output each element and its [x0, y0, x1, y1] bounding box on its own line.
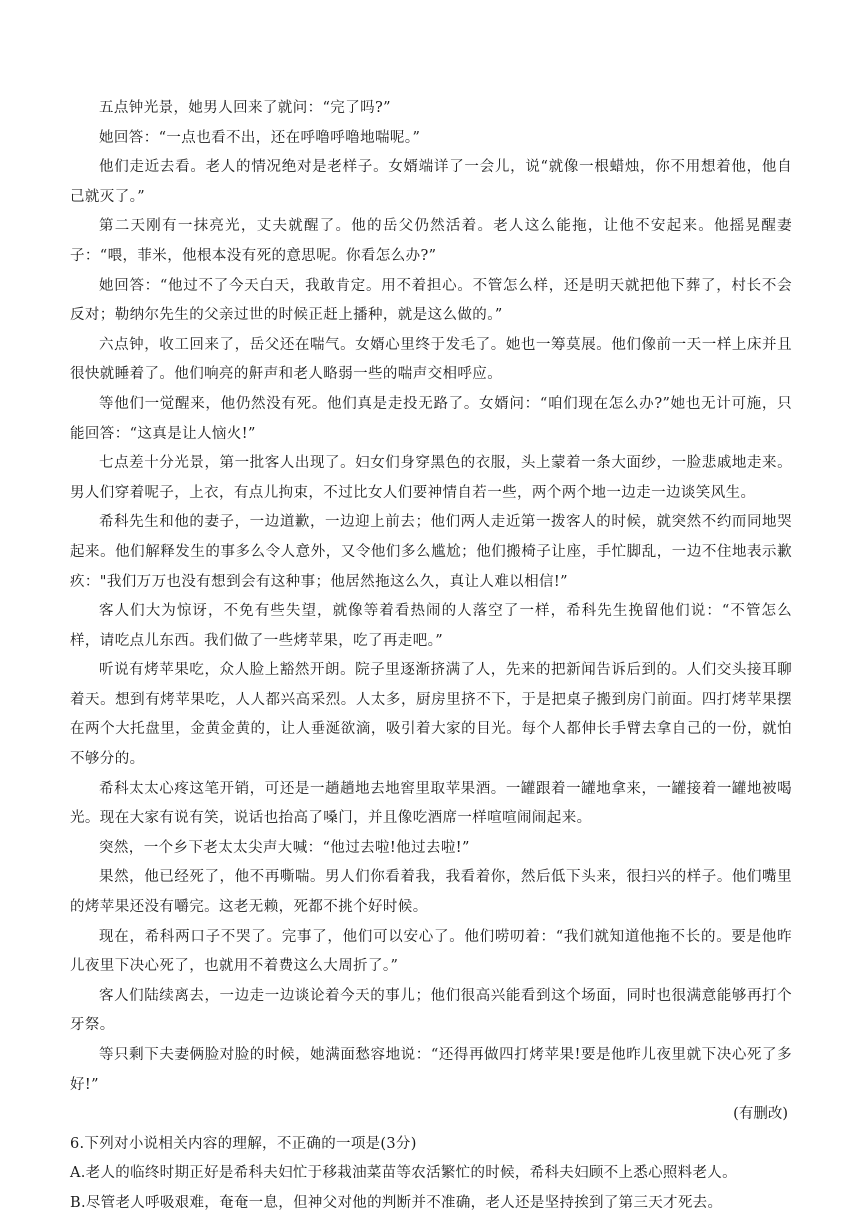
paragraph: 他们走近去看。老人的情况绝对是老样子。女婿端详了一会儿，说“就像一根蜡烛，你不用想着他，他自己就灭了。”	[70, 159, 792, 205]
paragraph: 等他们一觉醒来，他仍然没有死。他们真是走投无路了。女婿问：“咱们现在怎么办?”她也无计可施，只能回答：“这真是让人恼火!”	[70, 395, 792, 442]
paragraph: 现在，希科两口子不哭了。完事了，他们可以安心了。他们唠叨着：“我们就知道他拖不长的。要是他昨儿夜里下决心死了，也就用不着费这么大周折了。”	[70, 928, 792, 975]
paragraph: 她回答：“他过不了今天白天，我敢肯定。用不着担心。不管怎么样，还是明天就把他下葬了，村长不会反对；勒纳尔先生的父亲过世的时候正赶上播种，就是这么做的。”	[70, 277, 792, 324]
paragraph: 希科先生和他的妻子，一边道歉，一边迎上前去；他们两人走近第一拨客人的时候，就突然不约而同地哭起来。他们解释发生的事多么令人意外，又令他们多么尴尬；他们搬椅子让座，手忙脚乱，一边不住地表示歉疚："我们万万也没有想到会有这种事；他居然拖这么久，真让人难以相信!”	[70, 514, 792, 590]
paragraph: 希科太太心疼这笔开销，可还是一趟趟地去地窖里取苹果酒。一罐跟着一罐地拿来，一罐接着一罐地被喝光。现在大家有说有笑，说话也抬高了嗓门，并且像吃酒席一样喧喧闹闹起来。	[70, 780, 792, 827]
paragraph: 六点钟，收工回来了，岳父还在喘气。女婿心里终于发毛了。她也一筹莫展。他们像前一天一样上床并且很快就睡着了。他们响亮的鼾声和老人略弱一些的喘声交相呼应。	[70, 336, 792, 383]
question-block	[70, 1130, 792, 1219]
paragraph: 突然，一个乡下老太太尖声大喊：“他过去啦!他过去啦!”	[99, 839, 470, 856]
question-stem: 6.下列对小说相关内容的理解，不正确的一项是(3分)	[70, 1135, 417, 1152]
paragraph: 等只剩下夫妻俩脸对脸的时候，她满面愁容地说：“还得再做四打烤苹果!要是他昨儿夜里就下决心死了多好!”	[70, 1047, 792, 1093]
document-page	[70, 94, 792, 1219]
story-passage	[70, 94, 792, 1130]
paragraph: 客人们大为惊讶，不免有些失望，就像等着看热闹的人落空了一样，希科先生挽留他们说：“不管怎么样，请吃点儿东西。我们做了一些烤苹果，吃了再走吧。”	[70, 603, 792, 649]
paragraph: 七点差十分光景，第一批客人出现了。妇女们身穿黑色的衣服，头上蒙着一条大面纱，一脸悲戚地走来。男人们穿着呢子，上衣，有点儿拘束，不过比女人们要神情自若一些，两个两个地一边走一边谈笑风生。	[70, 455, 792, 501]
paragraph: 听说有烤苹果吃，众人脸上豁然开朗。院子里逐渐挤满了人，先来的把新闻告诉后到的。人们交头接耳聊着天。想到有烤苹果吃，人人都兴高采烈。人太多，厨房里挤不下，于是把桌子搬到房门前面。四打烤苹果摆在两个大托盘里，金黄金黄的，让人垂涎欲滴，吸引着大家的目光。每个人都伸长手臂去拿自己的一份，就怕不够分的。	[70, 662, 792, 768]
paragraph: 果然，他已经死了，他不再嘶喘。男人们你看着我，我看着你，然后低下头来，很扫兴的样子。他们嘴里的烤苹果还没有嚼完。这老无赖，死都不挑个好时候。	[70, 869, 792, 916]
paragraph: 五点钟光景，她男人回来了就问：“完了吗?”	[99, 100, 391, 116]
paragraph: 她回答：“一点也看不出，还在呼噜呼噜地喘呢。”	[99, 129, 421, 146]
paragraph: 客人们陆续离去，一边走一边谈论着今天的事儿；他们很高兴能看到这个场面，同时也很满意能够再打个牙祭。	[70, 987, 792, 1034]
option-b: B.尽管老人呼吸艰难，奄奄一息，但神父对他的判断并不准确，老人还是坚持挨到了第三天才死去。	[70, 1194, 723, 1211]
paragraph: 第二天刚有一抹亮光，丈夫就醒了。他的岳父仍然活着。老人这么能拖，让他不安起来。他摇晃醒妻子：“喂，菲米，他根本没有死的意思呢。你看怎么办?”	[70, 218, 792, 264]
option-a: A.老人的临终时期正好是希科夫妇忙于移栽油菜苗等农活繁忙的时候，希科夫妇顾不上悉心照料老人。	[70, 1165, 737, 1182]
source-note: (有删改)	[733, 1106, 788, 1123]
